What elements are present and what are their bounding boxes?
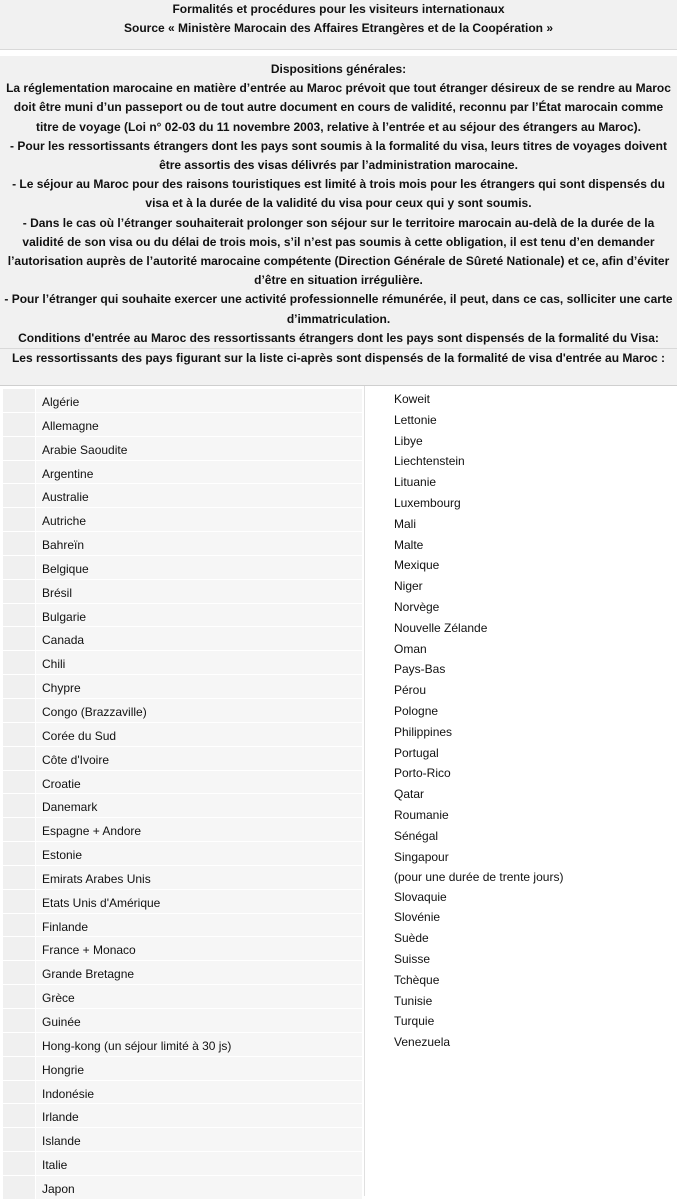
row-index-cell	[3, 1176, 36, 1199]
country-name: Roumanie	[394, 807, 449, 822]
country-row	[3, 1009, 362, 1033]
country-name: Sénégal	[394, 828, 439, 843]
row-index-cell	[3, 723, 36, 746]
row-index-cell	[3, 1152, 36, 1175]
conditions-title: Conditions d'entrée au Maroc des ressortissants étrangers dont les pays sont dispensés de la formalité du Visa:	[18, 330, 659, 345]
country-row	[3, 961, 362, 985]
country-row	[3, 818, 362, 842]
country-name: Allemagne	[36, 413, 362, 436]
country-row	[3, 1081, 362, 1105]
country-name: Canada	[36, 627, 362, 650]
country-name: Indonésie	[36, 1081, 362, 1104]
country-name: Porto-Rico	[394, 766, 451, 781]
row-index-cell	[3, 437, 36, 460]
country-row	[3, 1128, 362, 1152]
country-name: Suisse	[394, 951, 431, 966]
row-index-cell	[3, 508, 36, 531]
country-name: Lituanie	[394, 475, 437, 490]
country-name: Croatie	[36, 771, 362, 794]
row-index-cell	[3, 627, 36, 650]
country-name: Philippines	[394, 724, 453, 739]
country-name: Hongrie	[36, 1057, 362, 1080]
row-index-cell	[3, 1104, 36, 1127]
country-name: Grande Bretagne	[36, 961, 362, 984]
country-name: Autriche	[36, 508, 362, 531]
row-index-cell	[3, 675, 36, 698]
country-row	[3, 794, 362, 818]
page-source: Source « Ministère Marocain des Affaires Etrangères et de la Coopération »	[123, 21, 554, 35]
country-row	[3, 1152, 362, 1176]
row-index-cell	[3, 937, 36, 960]
country-name: Portugal	[394, 745, 439, 760]
country-row	[3, 484, 362, 508]
row-index-cell	[3, 771, 36, 794]
country-note: (pour une durée de trente jours)	[394, 869, 564, 884]
country-row	[3, 627, 362, 651]
general-paragraph: - Pour l’étranger qui souhaite exercer une activité professionnelle rémunérée, il peut, dans ce cas, solliciter une carte d’immatriculation.	[4, 292, 673, 326]
row-index-cell	[3, 1033, 36, 1056]
general-paragraph: - Dans le cas où l’étranger souhaiterait prolonger son séjour sur le territoire marocain au-delà de la durée de la validité de son visa ou du délai de trois mois, s’il n’est pas soumis à cette obligation, il est tenu d’en demander l’autorisation auprès de l’autorité marocaine compétente (Direction Générale de Sûreté Nationale) et ce, afin d’éviter d’être en situation irrégulière.	[7, 215, 670, 288]
country-row	[3, 437, 362, 461]
country-row	[3, 675, 362, 699]
country-row	[3, 413, 362, 437]
general-provisions	[0, 56, 677, 349]
country-row	[3, 556, 362, 580]
country-name: Tchèque	[394, 972, 440, 987]
country-name: Koweit	[394, 392, 431, 407]
country-name: Lettonie	[394, 412, 437, 427]
country-name: Luxembourg	[394, 496, 461, 511]
country-row	[3, 389, 362, 413]
country-name: Emirats Arabes Unis	[36, 866, 362, 889]
row-index-cell	[3, 818, 36, 841]
country-row	[3, 1104, 362, 1128]
row-index-cell	[3, 651, 36, 674]
country-row	[3, 985, 362, 1009]
country-name: Etats Unis d'Amérique	[36, 890, 362, 913]
country-row	[3, 1057, 362, 1081]
country-name: Qatar	[394, 787, 425, 802]
country-name: Oman	[394, 641, 427, 656]
row-index-cell	[3, 1009, 36, 1032]
row-index-cell	[3, 389, 36, 412]
country-row	[3, 723, 362, 747]
country-name: Pays-Bas	[394, 662, 446, 677]
country-row	[3, 1176, 362, 1200]
general-paragraph: - Le séjour au Maroc pour des raisons touristiques est limité à trois mois pour les étrangers qui sont dispensés du visa et à la durée de la validité du visa pour ceux qui y sont soumis.	[12, 177, 665, 211]
row-index-cell	[3, 699, 36, 722]
row-index-cell	[3, 1128, 36, 1151]
country-name: Grèce	[36, 985, 362, 1008]
country-row	[3, 461, 362, 485]
country-row	[3, 651, 362, 675]
country-name: Congo (Brazzaville)	[36, 699, 362, 722]
country-row	[3, 699, 362, 723]
country-name: Mexique	[394, 558, 440, 573]
country-name: Argentine	[36, 461, 362, 484]
country-name: Norvège	[394, 600, 440, 615]
row-index-cell	[3, 461, 36, 484]
country-name: Brésil	[36, 580, 362, 603]
list-intro	[0, 349, 677, 386]
country-row	[3, 747, 362, 771]
row-index-cell	[3, 1057, 36, 1080]
country-row	[3, 890, 362, 914]
country-row	[3, 604, 362, 628]
country-name: Suède	[394, 931, 429, 946]
country-name: Guinée	[36, 1009, 362, 1032]
country-name: Côte d'Ivoire	[36, 747, 362, 770]
row-index-cell	[3, 532, 36, 555]
page-header	[0, 0, 677, 50]
country-name: Finlande	[36, 914, 362, 937]
country-row	[3, 866, 362, 890]
general-paragraph: La réglementation marocaine en matière d’entrée au Maroc prévoit que tout étranger désireux de se rendre au Maroc doit être muni d’un passeport ou de tout autre document en cours de validité, reconnu par l’État marocain comme titre de voyage (Loi n° 02-03 du 11 novembre 2003, relative à l’entrée et au séjour des étrangers au Maroc).	[6, 81, 671, 134]
country-name: Liechtenstein	[394, 454, 465, 469]
general-heading: Dispositions générales:	[270, 62, 407, 76]
country-row	[3, 914, 362, 938]
row-index-cell	[3, 914, 36, 937]
country-name: Bahreïn	[36, 532, 362, 555]
country-name: Hong-kong (un séjour limité à 30 js)	[36, 1033, 362, 1056]
country-lists	[0, 386, 677, 1196]
general-paragraph: - Pour les ressortissants étrangers dont les pays sont soumis à la formalité du visa, leurs titres de voyages doivent être assortis des visas délivrés par l’administration marocaine.	[10, 138, 667, 173]
country-name: Nouvelle Zélande	[394, 620, 488, 635]
country-name: Pologne	[394, 704, 439, 718]
row-index-cell	[3, 484, 36, 507]
country-row	[3, 508, 362, 532]
country-name: Malte	[394, 537, 424, 552]
page-title: Formalités et procédures pour les visiteurs internationaux	[172, 2, 505, 16]
country-name: Slovaquie	[394, 889, 447, 904]
row-index-cell	[3, 866, 36, 889]
country-name: Espagne + Andore	[36, 818, 362, 841]
country-name: Arabie Saoudite	[36, 437, 362, 460]
country-row	[3, 1033, 362, 1057]
country-name: Islande	[36, 1128, 362, 1151]
column-divider	[364, 386, 365, 1196]
country-name: Tunisie	[394, 993, 433, 1008]
row-index-cell	[3, 604, 36, 627]
country-name: France + Monaco	[36, 937, 362, 960]
row-index-cell	[3, 890, 36, 913]
row-index-cell	[3, 842, 36, 865]
country-entry-singapore	[368, 847, 668, 887]
country-row	[3, 842, 362, 866]
country-name: Corée du Sud	[36, 723, 362, 746]
country-name: Estonie	[36, 842, 362, 865]
country-name: Mali	[394, 516, 417, 531]
country-name: Japon	[36, 1176, 362, 1199]
row-index-cell	[3, 794, 36, 817]
country-row	[3, 771, 362, 795]
country-name: Venezuela	[394, 1035, 451, 1050]
country-name: Australie	[36, 484, 362, 507]
country-name: Singapour	[394, 849, 449, 864]
row-index-cell	[3, 556, 36, 579]
country-name: Chili	[36, 651, 362, 674]
country-name: Libye	[394, 433, 423, 448]
country-name: Italie	[36, 1152, 362, 1175]
country-row	[3, 937, 362, 961]
country-name: Bulgarie	[36, 604, 362, 627]
country-table-left	[3, 389, 362, 1200]
country-list-right	[368, 386, 668, 1053]
list-intro-text: Les ressortissants des pays figurant sur la liste ci-après sont dispensés de la formalité de visa d'entrée au Maroc :	[11, 351, 666, 366]
row-index-cell	[3, 961, 36, 984]
country-name: Turquie	[394, 1014, 435, 1029]
country-name: Danemark	[36, 794, 362, 817]
row-index-cell	[3, 413, 36, 436]
row-index-cell	[3, 580, 36, 603]
country-name: Slovénie	[394, 910, 441, 925]
country-name: Pérou	[394, 683, 427, 698]
country-name: Niger	[394, 579, 423, 594]
country-name: Belgique	[36, 556, 362, 579]
row-index-cell	[3, 747, 36, 770]
country-row	[3, 580, 362, 604]
country-row	[3, 532, 362, 556]
country-name: Algérie	[36, 389, 362, 412]
country-name: Irlande	[36, 1104, 362, 1127]
row-index-cell	[3, 1081, 36, 1104]
country-name: Chypre	[36, 675, 362, 698]
row-index-cell	[3, 985, 36, 1008]
